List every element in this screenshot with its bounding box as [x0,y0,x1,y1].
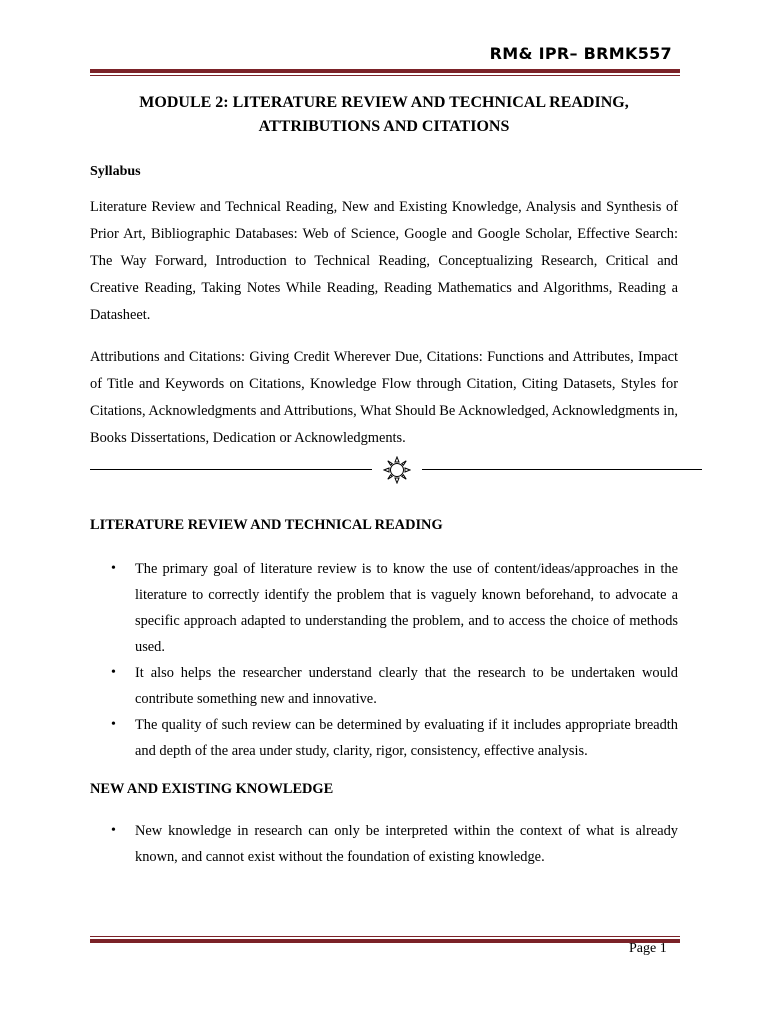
syllabus-heading: Syllabus [90,164,141,179]
list-item: • The quality of such review can be determined by evaluating if it includes appropriate breadth and depth of the area under study, clarity, rigor, consistency, effective analysis. [111,717,678,759]
list-item: • New knowledge in research can only be interpreted within the context of what is already known, and cannot exist without the foundation of existing knowledge. [111,823,678,865]
page-number: Page 1 [629,941,667,956]
sun-ornament-icon [383,456,411,484]
module-title-line-2: ATTRIBUTIONS AND CITATIONS [258,118,510,135]
list-item-text: New knowledge in research can only be interpreted within the context of what is already known, and cannot exist without the foundation of existing knowledge. [135,823,678,865]
page-content [90,91,678,870]
list-item-text: It also helps the researcher understand clearly that the research to be undertaken would contribute something new and innovative. [135,665,678,707]
new-knowledge-list [90,818,678,870]
section-heading-literature-review: LITERATURE REVIEW AND TECHNICAL READING [90,517,443,533]
list-item-text: The quality of such review can be determined by evaluating if it includes appropriate breadth and depth of the area under study, clarity, rigor, consistency, effective analysis. [135,717,678,759]
running-header: RM& IPR– BRMK557 [489,44,672,63]
list-item: • The primary goal of literature review is to know the use of content/ideas/approaches in the literature to correctly identify the problem that is vaguely known beforehand, to advocate a specific approach adapted to understanding the problem, and to access the choice of methods used. [111,561,678,655]
syllabus-paragraph-2: Attributions and Citations: Giving Credit Wherever Due, Citations: Functions and Attributes, Impact of Title and Keywords on Citations, Knowledge Flow through Citation, Citing Datasets, Styles for Citations, Acknowledgments and Attributions, What Should Be Acknowledged, Acknowledgments in, Books Dissertations, Dedication or Acknowledgments. [90,349,678,446]
header-rule [90,69,680,76]
list-item: • It also helps the researcher understand clearly that the research to be undertaken would contribute something new and innovative. [111,665,678,707]
syllabus-paragraph-1: Literature Review and Technical Reading, New and Existing Knowledge, Analysis and Synthesis of Prior Art, Bibliographic Databases: Web of Science, Google and Google Scholar, Effective Search: The Way Forward, Introduction to Technical Reading, Conceptualizing Research, Critical and Creative Reading, Taking Notes While Reading, Reading Mathematics and Algorithms, Reading a Datasheet. [90,199,678,323]
module-title [90,91,678,139]
section-heading-new-knowledge: NEW AND EXISTING KNOWLEDGE [90,781,334,797]
footer-rule [90,936,680,943]
module-title-line-1: MODULE 2: LITERATURE REVIEW AND TECHNICAL READING, [139,94,629,111]
list-item-text: The primary goal of literature review is to know the use of content/ideas/approaches in the literature to correctly identify the problem that is vaguely known beforehand, to advocate a specific approach adapted to understanding the problem, and to access the choice of methods used. [135,561,678,655]
literature-review-list [90,556,678,764]
section-divider [90,458,702,482]
